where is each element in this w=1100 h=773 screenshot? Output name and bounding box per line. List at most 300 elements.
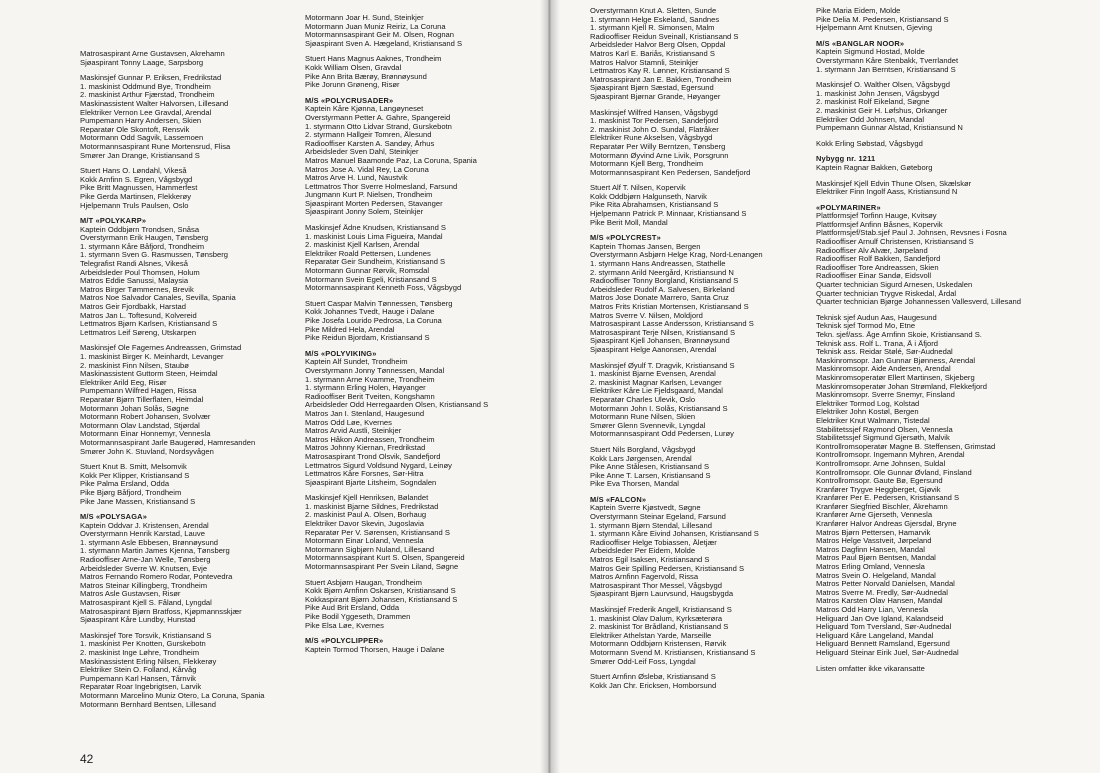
ship-section — [816, 155, 1098, 172]
crew-entry: Kranfører Per E. Pedersen, Kristiansand S — [816, 494, 960, 503]
crew-entry: Plattformsjef Torfinn Hauge, Kvitsøy — [816, 212, 937, 221]
crew-entry: Kontrollromsoperatør Magne B. Steffensen, Grimstad — [816, 442, 996, 451]
crew-entry: Motormannsaspirant Kurt S. Olsen, Spangereid — [305, 554, 465, 563]
crew-entry: Matrosaspirant Thor Messel, Vågsbygd — [590, 581, 722, 590]
crew-entry: 1. styrmann Martin James Kjenna, Tønsberg — [80, 547, 230, 556]
ship-section — [305, 637, 535, 654]
crew-entry: Kranfører Halvor Andreas Gjersdal, Bryne — [816, 520, 957, 529]
crew-entry: 1. maskinist Bjarne Sildnes, Fredrikstad — [305, 502, 439, 511]
crew-group — [305, 14, 535, 48]
crew-entry: Teknisk ass. Rolf L. Trana, Å i Åfjord — [816, 339, 938, 348]
ship-heading: M/T «POLYKARP» — [80, 216, 147, 226]
crew-entry: 1. maskinist Per Knotten, Gurskebotn — [80, 640, 206, 649]
crew-entry: Matros Geir Fjordbakk, Harstad — [80, 303, 186, 312]
crew-entry: Matros Geir Spilling Pedersen, Kristiansand S — [590, 564, 745, 573]
crew-group — [590, 673, 815, 690]
crew-entry: Arbeidsleder Sven Dahl, Steinkjer — [305, 148, 419, 157]
crew-entry: Reparatør Ole Skontoft, Rensvik — [80, 125, 190, 134]
crew-entry: Matrosaspirant Lasse Andersson, Kristiansand S — [590, 320, 754, 329]
crew-entry: Maskinsjef Wilfred Hansen, Vågsbygd — [590, 108, 718, 117]
book-gutter — [540, 0, 560, 773]
crew-entry: Maskinromsopr. Sverre Snemyr, Finsland — [816, 391, 955, 400]
ship-section — [590, 496, 815, 599]
crew-entry: Heliguard Tom Tversland, Sør-Audnedal — [816, 623, 952, 632]
crew-group — [80, 463, 295, 506]
crew-entry: Overstyrmann Knut A. Sletten, Sunde — [590, 7, 717, 15]
crew-entry: Matros Birger Tømmernes, Brevik — [80, 285, 194, 294]
crew-entry: 1. styrmann Otto Lidvar Strand, Gurskebotn — [305, 122, 452, 131]
crew-entry: Motormann John I. Solås, Kristiansand S — [590, 404, 728, 413]
crew-entry: Matros Sverre M. Fredly, Sør-Audnedal — [816, 588, 948, 597]
crew-group — [305, 224, 535, 293]
crew-entry: Pike Anne Stålesen, Kristiansand S — [590, 463, 710, 472]
crew-entry: Radiooffiser Reidun Sveinall, Kristiansand S — [590, 32, 739, 41]
crew-entry: Maskinsjef Frederik Angell, Kristiansand S — [590, 606, 732, 614]
crew-entry: Teknisk sjef Tormod Mo, Etne — [816, 322, 916, 331]
ship-heading: M/S «POLYCRUSADER» — [305, 95, 394, 105]
crew-entry: Sjøaspirant Jonny Solem, Steinkjer — [305, 208, 424, 217]
crew-entry: Kokk Lars Jørgensen, Arendal — [590, 454, 692, 463]
crew-entry: Lettmatros Sigurd Voldsund Nygard, Leinøy — [305, 461, 452, 470]
crew-entry: Arbeidsleder Halvor Berg Olsen, Oppdal — [590, 41, 726, 50]
crew-entry: Motormannsaspirant Jarle Baugerød, Hamresanden — [80, 438, 256, 447]
crew-entry: Motormann Johan Solås, Søgne — [80, 404, 189, 413]
crew-entry: Elektriker Kåre Lie Fjeldsgaard, Mandal — [590, 387, 723, 396]
crew-entry: Lettmatros Thor Sverre Holmesland, Farsund — [305, 182, 458, 191]
ship-heading: Nybygg nr. 1211 — [816, 154, 876, 164]
crew-entry: Heliguard Jan Ove Igland, Kalandseid — [816, 614, 944, 623]
crew-entry: Stuert Asbjørn Haugan, Trondheim — [305, 578, 422, 587]
crew-entry: 1. styrmann Asle Ebbesen, Brønnøysund — [80, 538, 219, 547]
ship-heading: M/S «BANGLAR NOOR» — [816, 38, 905, 48]
crew-entry: Overstyrmann Steinar Egeland, Farsund — [590, 513, 726, 522]
crew-entry: Matros Asle Gustavsen, Risør — [80, 590, 181, 599]
crew-entry: Motormannsaspirant Kenneth Foss, Vågsbygd — [305, 284, 462, 293]
crew-entry: Matros Odd Løe, Kvernes — [305, 418, 392, 427]
crew-group — [816, 314, 1098, 658]
crew-entry: 1. maskinist Louis Lima Figueira, Mandal — [305, 232, 443, 241]
crew-group — [305, 579, 535, 631]
crew-entry: Pike Berit Moll, Mandal — [590, 218, 668, 227]
crew-entry: Radiooffiser Tore Andreassen, Skien — [816, 263, 939, 272]
crew-entry: Quarter technician Sigurd Arnesen, Uskedalen — [816, 281, 973, 290]
crew-entry: Maskinsjef Kjell Henriksen, Bølandet — [305, 494, 429, 503]
crew-entry: Matrosaspirant Kjell S. Fåland, Lyngdal — [80, 599, 212, 608]
crew-entry: Stuert Hans O. Løndahl, Vikeså — [80, 167, 187, 176]
crew-entry: Elektriker Athelstan Yarde, Marseille — [590, 631, 712, 640]
crew-entry: Kaptein Thomas Jansen, Bergen — [590, 242, 701, 251]
crew-entry: Pike Reidun Bjordam, Kristiansand S — [305, 334, 430, 343]
crew-entry: Motormann Bernhard Bentsen, Lillesand — [80, 700, 216, 709]
crew-entry: Motormann Juan Muniz Reiriz, La Coruna — [305, 22, 446, 31]
crew-entry: Motormann Einar Honnemyr, Vennesla — [80, 430, 211, 439]
ship-section — [80, 513, 295, 625]
ship-heading: M/S «POLYCREST» — [590, 233, 661, 243]
crew-entry: 2. styrmann Arild Neergård, Kristiansund N — [590, 268, 734, 277]
crew-entry: 2. maskinist Paul A. Olsen, Borhaug — [305, 511, 427, 520]
crew-entry: Motormann Joar H. Sund, Steinkjer — [305, 14, 424, 22]
crew-entry: Matrosaspirant Trond Olsvik, Sandefjord — [305, 452, 441, 461]
crew-entry: 1. maskinist Oddmund Bye, Trondheim — [80, 82, 211, 91]
crew-entry: Heliguard Bennett Ramsland, Egersund — [816, 640, 950, 649]
crew-entry: Elektriker Roald Pettersen, Lundenes — [305, 249, 431, 258]
crew-entry: Sjøaspirant Sven A. Hægeland, Kristiansand S — [305, 39, 463, 48]
crew-entry: Matros Arvid Austli, Steinkjer — [305, 427, 402, 436]
crew-entry: Motormann Olav Landstad, Stjørdal — [80, 421, 200, 430]
crew-entry: 2. maskinist Finn Nilsen, Staubø — [80, 361, 189, 370]
crew-entry: 1. styrmann Hans Andreassen, Stathelle — [590, 260, 726, 269]
ship-heading: M/S «POLYSAGA» — [80, 512, 148, 522]
crew-entry: Matros Arve H. Lund, Naustvik — [305, 174, 408, 183]
crew-entry: Lettmatros Leif Søreng, Utskarpen — [80, 328, 197, 337]
crew-entry: 2. maskinist Inge Løhre, Trondheim — [80, 649, 200, 657]
crew-group — [590, 446, 815, 489]
crew-entry: Matros Johnny Kiernan, Fredrikstad — [305, 444, 426, 453]
crew-entry: 2. maskinist Kjell Karlsen, Arendal — [305, 241, 420, 250]
crew-entry: Listen omfatter ikke vikaransatte — [816, 664, 925, 673]
crew-group — [590, 7, 815, 102]
crew-entry: Matros Erling Omland, Vennesla — [816, 563, 925, 572]
crew-entry: Motormann Sigbjørn Nuland, Lillesand — [305, 545, 435, 554]
crew-entry: Matros Sverre V. Nilsen, Moldjord — [590, 311, 703, 320]
crew-entry: Kokkaspirant Bjørn Johansen, Kristiansand S — [305, 595, 458, 604]
crew-entry: Matros Arnfinn Fagervold, Rissa — [590, 573, 699, 582]
crew-entry: Elektriker Knut Walmann, Tistedal — [816, 416, 930, 425]
crew-entry: Heliguard Kåre Langeland, Mandal — [816, 631, 934, 640]
crew-entry: Kontrollromsopr. Arne Johnsen, Suldal — [816, 459, 946, 468]
ship-heading: M/S «POLYCLIPPER» — [305, 636, 384, 646]
crew-entry: Motormann Oddbjørn Kristensen, Rørvik — [590, 640, 727, 649]
crew-entry: Radiooffiser Rolf Bakken, Sandefjord — [816, 255, 941, 264]
crew-entry: Maskinsjef Ådne Knudsen, Kristiansand S — [305, 224, 446, 233]
crew-group — [80, 344, 295, 456]
crew-entry: Overstyrmann Asbjørn Helge Krag, Nord-Lenangen — [590, 251, 763, 260]
crew-entry: Kranfører Trygve Heggberget, Gjøvik — [816, 485, 941, 494]
crew-entry: 1. maskinist Olav Dalum, Kyrksæterøra — [590, 614, 723, 623]
crew-entry: Reparatør Charles Ulevik, Oslo — [590, 395, 696, 404]
crew-entry: Matros Egil Isaksen, Kristiansand S — [590, 556, 710, 565]
crew-entry: Kokk Erling Søbstad, Vågsbygd — [816, 139, 923, 148]
crew-entry: Stuert Alf T. Nilsen, Kopervik — [590, 184, 686, 193]
crew-entry: Matros Frits Kristian Mortensen, Kristiansand S — [590, 303, 749, 311]
crew-entry: Lettmatros Kåre Forsnes, Sør-Hitra — [305, 470, 424, 479]
crew-entry: Teknisk ass. Reidar Stølé, Sør-Audnedal — [816, 348, 953, 357]
crew-group — [80, 632, 295, 709]
crew-entry: Overstyrmann Henrik Karstad, Lauve — [80, 530, 205, 539]
crew-entry: Kaptein Sverre Kjøstvedt, Søgne — [590, 504, 701, 513]
crew-entry: Radiooffiser Arne-Jan Welle, Tønsberg — [80, 556, 211, 565]
crew-entry: Motormann Rune Nilsen, Skien — [590, 413, 696, 422]
crew-entry: 1. styrmann Kåre Eivind Johansen, Kristiansand S — [590, 530, 759, 539]
crew-entry: Sjøaspirant Kjell Johansen, Brønnøysund — [590, 337, 730, 346]
crew-entry: Stabilitetssjef Raymond Olsen, Vennesla — [816, 425, 953, 434]
ship-section — [80, 217, 295, 337]
crew-entry: Matrosaspirant Jan E. Bakken, Trondheim — [590, 75, 732, 84]
crew-entry: 1. styrmann Kåre Båfjord, Trondheim — [80, 242, 205, 251]
crew-entry: Matros Fernando Romero Rodar, Pontevedra — [80, 573, 233, 582]
crew-entry: Maskinsjef Kjell Edvin Thune Olsen, Skælskør — [816, 179, 972, 188]
crew-entry: Kontrollromsopr. Gaute Bø, Egersund — [816, 477, 943, 486]
crew-entry: Elektriker Stein O. Folland, Kårvåg — [80, 666, 197, 675]
crew-entry: Radiooffiser Einar Sandø, Eidsvoll — [816, 272, 932, 281]
crew-entry: Teknisk sjef Audun Aas, Haugesund — [816, 313, 937, 322]
crew-entry: Arbeidsleder Poul Thomsen, Holum — [80, 268, 200, 277]
ship-section — [590, 234, 815, 354]
crew-entry: Pike Britt Magnussen, Hammerfest — [80, 184, 198, 193]
crew-entry: Matros Steinar Killingberg, Trondheim — [80, 581, 208, 590]
crew-entry: 2. maskinist Tor Brådland, Kristiansand S — [590, 623, 729, 632]
crew-entry: Kaptein Oddbjørn Trondsen, Snåsa — [80, 225, 200, 234]
crew-group — [816, 180, 1098, 197]
crew-entry: Kaptein Kåre Kjønna, Langøyneset — [305, 105, 424, 114]
crew-group — [80, 50, 295, 67]
crew-entry: Arbeidsleder Sverre W. Knutsen, Evje — [80, 564, 208, 573]
crew-entry: Matros Jan I. Stenland, Haugesund — [305, 409, 425, 418]
crew-entry: Hjelpemann Truls Paulsen, Oslo — [80, 201, 189, 210]
crew-entry: 2. styrmann Hallgeir Tomren, Ålesund — [305, 131, 432, 140]
crew-entry: Heliguard Steinar Eirik Juel, Sør-Audnedal — [816, 648, 959, 657]
crew-entry: Matros Karsten Olav Hansen, Mandal — [816, 597, 943, 606]
left-page — [0, 0, 548, 773]
crew-entry: Maskinsjef Tore Torsvik, Kristiansand S — [80, 631, 212, 640]
crew-entry: Motormann Svein Egeli, Kristiansand S — [305, 275, 437, 284]
crew-entry: Hjelpemann Patrick P. Minnaar, Kristiansand S — [590, 210, 747, 219]
crew-entry: Maskinsjef Gunnar P. Eriksen, Fredrikstad — [80, 74, 222, 83]
ship-section — [816, 40, 1098, 74]
crew-entry: Elektriker John Kostøl, Bergen — [816, 408, 919, 417]
crew-entry: Elektriker Tormod Log, Kolstad — [816, 399, 920, 408]
crew-entry: 1. maskinist John Jensen, Vågsbygd — [816, 89, 940, 98]
crew-entry: Reparatør Roar Ingebrigtsen, Larvik — [80, 683, 202, 692]
crew-entry: Matros Dagfinn Hansen, Mandal — [816, 545, 925, 554]
crew-group — [816, 81, 1098, 133]
crew-entry: Kokk Per Klipper, Kristiansand S — [80, 471, 190, 480]
crew-entry: Quarter technician Bjørge Johannessen Vallesverd, Lillesand — [816, 298, 1022, 307]
crew-entry: Overstyrmann Petter A. Gahre, Spangereid — [305, 113, 451, 122]
crew-entry: Matrosaspirant Arne Gustavsen, Akrehamn — [80, 50, 225, 58]
crew-entry: Overstyrmann Erik Haugen, Tønsberg — [80, 234, 209, 243]
crew-entry: Motormann Kjell Berg, Trondheim — [590, 160, 704, 169]
crew-entry: Pike Jane Massen, Kristiansand S — [80, 497, 196, 506]
crew-entry: Sjøaspirant Bjørn Sæstad, Egersund — [590, 84, 714, 93]
crew-entry: Matros Jose Donate Marrero, Santa Cruz — [590, 294, 729, 303]
crew-entry: Overstyrmann Kåre Stenbakk, Tverrlandet — [816, 56, 959, 65]
crew-entry: Telegrafist Randi Alsnes, Vikeså — [80, 260, 188, 269]
crew-entry: Kokk Bjørn Arnfinn Oskarsen, Kristiansand S — [305, 587, 456, 596]
crew-entry: Motormann Øyvind Arne Livik, Porsgrunn — [590, 151, 729, 160]
crew-entry: Pike Mildred Hela, Arendal — [305, 325, 395, 334]
crew-entry: Kranfører Siegfried Bischler, Åkrehamn — [816, 502, 948, 511]
crew-entry: Kokk Johannes Tvedt, Hauge i Dalane — [305, 308, 435, 317]
crew-entry: 1. styrmann Jan Berntsen, Kristiansand S — [816, 65, 956, 74]
crew-entry: Hjelpemann Arnt Knutsen, Gjeving — [816, 24, 933, 33]
crew-entry: Lettmatros Kay R. Lønner, Kristiansand S — [590, 67, 730, 76]
crew-entry: Matros Bjørn Pettersen, Hamarvik — [816, 528, 931, 537]
crew-entry: Tekn. sjef/ass. Åge Arnfinn Skoie, Kristiansand S. — [816, 331, 982, 339]
crew-entry: Pike Elsa Løe, Kvernes — [305, 621, 384, 630]
crew-group — [80, 167, 295, 210]
crew-entry: Kaptein Oddvar J. Kristensen, Arendal — [80, 521, 209, 530]
crew-entry: Matros Paul Bjørn Bentsen, Mandal — [816, 554, 936, 563]
crew-entry: Pike Eva Thorsen, Mandal — [590, 480, 679, 489]
crew-entry: Reparatør Per V. Sørensen, Kristiansand S — [305, 528, 450, 537]
crew-entry: Radiooffiser Helge Tobiassen, Åletjær — [590, 538, 717, 547]
crew-entry: Sjøaspirant Bjørn Laurvsund, Haugsbygda — [590, 590, 734, 599]
crew-entry: 2. maskinist Arthur Fjærstad, Trondheim — [80, 91, 215, 100]
crew-entry: Motormannsaspirant Ken Pedersen, Sandefjord — [590, 168, 751, 177]
crew-group — [590, 606, 815, 666]
crew-entry: Matros Petter Norvald Danielsen, Mandal — [816, 580, 955, 589]
crew-entry: Kontrollromsopr. Ingemann Myhren, Arendal — [816, 451, 965, 460]
crew-entry: Matros Manuel Baamonde Paz, La Coruna, Spania — [305, 156, 477, 165]
crew-entry: Kontrollromsopr. Ole Gunnar Øvland, Finsland — [816, 468, 972, 477]
crew-entry: Reparatør Per Willy Berntzen, Tønsberg — [590, 142, 726, 151]
crew-entry: 1. styrmann Helge Eskeland, Sandnes — [590, 15, 720, 24]
crew-entry: Motormannsaspirant Per Svein Liland, Søgne — [305, 563, 459, 572]
crew-entry: Kokk Oddbjørn Halgunseth, Narvik — [590, 192, 707, 201]
crew-group — [305, 55, 535, 89]
crew-entry: Plattformsjef Anfinn Båsnes, Kopervik — [816, 220, 943, 229]
crew-entry: Sjøaspirant Bjørnar Grande, Høyanger — [590, 92, 721, 101]
crew-entry: Pike Rita Abrahamsen, Kristiansand S — [590, 201, 719, 210]
crew-entry: 2. maskinist John O. Sundal, Flatråker — [590, 125, 719, 134]
crew-entry: Kokk Arnfinn S. Egren, Vågsbygd — [80, 175, 193, 184]
crew-entry: Radiooffiser Berit Tveiten, Kongshamn — [305, 392, 435, 401]
crew-entry: 1. maskinist Bjarne Evensen, Arendal — [590, 370, 716, 379]
crew-entry: 1. styrmann Erling Holen, Høyanger — [305, 384, 426, 393]
crew-entry: Matros Svein O. Helgeland, Mandal — [816, 571, 936, 580]
crew-entry: Radiooffiser Alv Alvær, Jørpeland — [816, 246, 928, 255]
crew-entry: Kokk William Olsen, Gravdal — [305, 63, 402, 72]
crew-entry: Pike Jorunn Grøneng, Risør — [305, 81, 400, 90]
crew-entry: Reparatør Geir Sundheim, Kristiansand S — [305, 258, 446, 267]
crew-entry: Matrosaspirant Bjørn Bratfoss, Kjøpmannsskjær — [80, 607, 242, 616]
crew-entry: Stuert Nils Borgland, Vågsbygd — [590, 445, 696, 454]
crew-entry: Elektriker Rune Akselsen, Vågsbygd — [590, 134, 713, 143]
crew-entry: Stuert Knut B. Smitt, Melsomvik — [80, 463, 187, 472]
crew-entry: Pumpemann Harry Andersen, Skien — [80, 117, 202, 126]
crew-entry: Kokk Jan Chr. Ericksen, Homborsund — [590, 681, 717, 690]
crew-entry: Pike Bjørg Båfjord, Trondheim — [80, 488, 182, 497]
crew-entry: Pike Palma Ersland, Odda — [80, 480, 170, 489]
crew-entry: Pike Delia M. Pedersen, Kristiansand S — [816, 15, 949, 24]
crew-entry: 2. maskinist Geir H. Løfshus, Orkanger — [816, 106, 948, 115]
crew-entry: Matros Håkon Andreassen, Trondheim — [305, 435, 435, 444]
crew-entry: Matros Halvor Stamnli, Steinkjer — [590, 58, 699, 67]
crew-entry: Motormann Svend M. Kristiansen, Kristiansand S — [590, 648, 756, 657]
crew-entry: Sjøaspirant Morten Pedersen, Stavanger — [305, 199, 443, 208]
crew-group — [590, 362, 815, 439]
crew-entry: Radiooffiser Karsten A. Sandøy, Århus — [305, 139, 435, 148]
crew-entry: Smører Jan Drange, Kristiansand S — [80, 151, 200, 160]
crew-group — [590, 109, 815, 178]
crew-entry: Jungmann Kurt P. Nielsen, Trondheim — [305, 191, 433, 200]
crew-entry: Arbeidsleder Odd Herregaarden Olsen, Kristiansand S — [305, 401, 489, 410]
crew-entry: Motormann Einar Loland, Vennesla — [305, 537, 424, 546]
crew-entry: Kaptein Sigmund Hostad, Molde — [816, 48, 925, 57]
crew-entry: Motormannsaspirant Odd Pedersen, Lurøy — [590, 430, 734, 439]
crew-entry: Smører Glenn Svennevik, Lyngdal — [590, 421, 706, 430]
crew-entry: Sjøaspirant Tonny Laage, Sarpsborg — [80, 58, 204, 67]
crew-entry: Motormann Gunnar Rørvik, Romsdal — [305, 267, 430, 276]
crew-entry: 1. styrmann Kjell R. Simonsen, Malm — [590, 24, 715, 33]
crew-entry: Plattformsjef/Stab.sjef Paul J. Johnsen, Revsnes i Fosna — [816, 229, 1007, 238]
ship-heading: «POLYMARINER» — [816, 202, 881, 212]
crew-entry: Motormann Marcelino Muniz Otero, La Coruna, Spania — [80, 691, 265, 700]
crew-entry: Matros Jan L. Toftesund, Kolvereid — [80, 311, 197, 320]
crew-entry: Sjøaspirant Bjarte Litsheim, Sogndalen — [305, 478, 437, 487]
crew-entry: Elektriker Vernon Lee Gravdal, Arendal — [80, 108, 212, 117]
crew-entry: Pike Josefa Lourido Pedrosa, La Coruna — [305, 317, 442, 325]
crew-group — [305, 300, 535, 343]
crew-entry: 1. styrmann Sven G. Rasmussen, Tønsberg — [80, 251, 228, 260]
crew-group — [816, 665, 1098, 674]
crew-entry: Matros Helge Vasstveit, Jørpeland — [816, 537, 932, 546]
crew-entry: Stabilitetssjef Sigmund Gjersøth, Malvik — [816, 434, 950, 443]
crew-entry: Smører John K. Stuvland, Nordsyvågen — [80, 447, 214, 456]
crew-entry: Quarter technician Trygve Riskedal, Årdal — [816, 289, 957, 298]
crew-entry: Maskinromsoperatør Johan Strømland, Flekkefjord — [816, 382, 987, 391]
crew-entry: Matros Jose A. Vidal Rey, La Coruna — [305, 165, 429, 174]
crew-entry: Motormannsaspirant Rune Mortensrud, Flisa — [80, 142, 231, 151]
ship-heading: M/S «POLYVIKING» — [305, 348, 377, 358]
crew-entry: Matros Eddie Sanussi, Malaysia — [80, 277, 189, 286]
crew-entry: Sjøaspirant Helge Aanonsen, Arendal — [590, 345, 717, 354]
crew-entry: Pike Maria Eidem, Molde — [816, 7, 901, 15]
ship-section — [305, 97, 535, 217]
crew-entry: Maskinromsopr. Jan Gunnar Bjønness, Arendal — [816, 356, 976, 365]
crew-entry: Maskinassistent Walter Halvorsen, Lillesand — [80, 99, 229, 108]
crew-entry: Elektriker Odd Johnsen, Mandal — [816, 115, 925, 124]
crew-entry: Motormannsaspirant Geir M. Olsen, Rognan — [305, 31, 454, 40]
crew-entry: Maskinromsoperatør Ellert Martinsen, Skjeberg — [816, 373, 975, 382]
crew-entry: Maskinsjef Ole Fagernes Andreassen, Grimstad — [80, 344, 242, 353]
crew-entry: Stuert Arnfinn Øslebø, Kristiansand S — [590, 673, 716, 682]
crew-entry: Overstyrmann Jonny Tønnessen, Mandal — [305, 366, 445, 375]
crew-entry: Maskinsjef Øyulf T. Dragvik, Kristiansand S — [590, 361, 735, 370]
crew-entry: Lettmatros Bjørn Karlsen, Kristiansand S — [80, 320, 218, 329]
crew-entry: Matros Odd Harry Lian, Vennesla — [816, 606, 929, 614]
crew-entry: Pike Anne T. Larsen, Kristiansand S — [590, 471, 711, 480]
ship-section — [305, 350, 535, 488]
crew-entry: Motormann Robert Johansen, Svolvær — [80, 413, 211, 422]
crew-entry: Smører Odd-Leif Foss, Lyngdal — [590, 657, 696, 666]
crew-entry: Sjøaspirant Kåre Lundby, Hunstad — [80, 616, 196, 625]
crew-entry: Radiooffiser Arnulf Christensen, Kristiansand S — [816, 238, 974, 247]
crew-entry: Arbeidsleder Per Eidem, Molde — [590, 547, 696, 556]
crew-entry: Kaptein Alf Sundet, Trondheim — [305, 358, 408, 367]
right-page — [550, 0, 1100, 773]
crew-entry: Maskinsjef O. Walther Olsen, Vågsbygd — [816, 81, 950, 90]
crew-entry: Motormann Odd Sagvik, Lassemoen — [80, 134, 204, 143]
crew-entry: Matrosaspirant Terje Nilsen, Kristiansand S — [590, 328, 736, 337]
crew-entry: 1. styrmann Arne Kvamme, Trondheim — [305, 375, 435, 384]
crew-group — [590, 184, 815, 227]
crew-entry: Pike Aud Brit Ersland, Odda — [305, 604, 400, 613]
crew-entry: Stuert Caspar Malvin Tønnessen, Tønsberg — [305, 299, 453, 308]
page-number: 42 — [80, 752, 94, 766]
crew-group — [305, 494, 535, 571]
crew-entry: Matros Noe Salvador Canales, Sevilla, Spania — [80, 294, 236, 303]
ship-heading: M/S «FALCON» — [590, 494, 647, 504]
crew-entry: Elektriker Finn Ingolf Aass, Kristiansund N — [816, 188, 958, 197]
crew-entry: Pike Bodil Yggeseth, Drammen — [305, 613, 411, 621]
crew-group — [80, 74, 295, 160]
crew-entry: Kranfører Arne Gjerseth, Vennesla — [816, 511, 933, 520]
crew-entry: Maskinassistent Guttorm Steen, Heimdal — [80, 370, 218, 379]
crew-entry: Pumpemann Wilfred Hagen, Rissa — [80, 387, 197, 396]
crew-entry: Elektriker Davor Skevin, Jugoslavia — [305, 520, 425, 529]
